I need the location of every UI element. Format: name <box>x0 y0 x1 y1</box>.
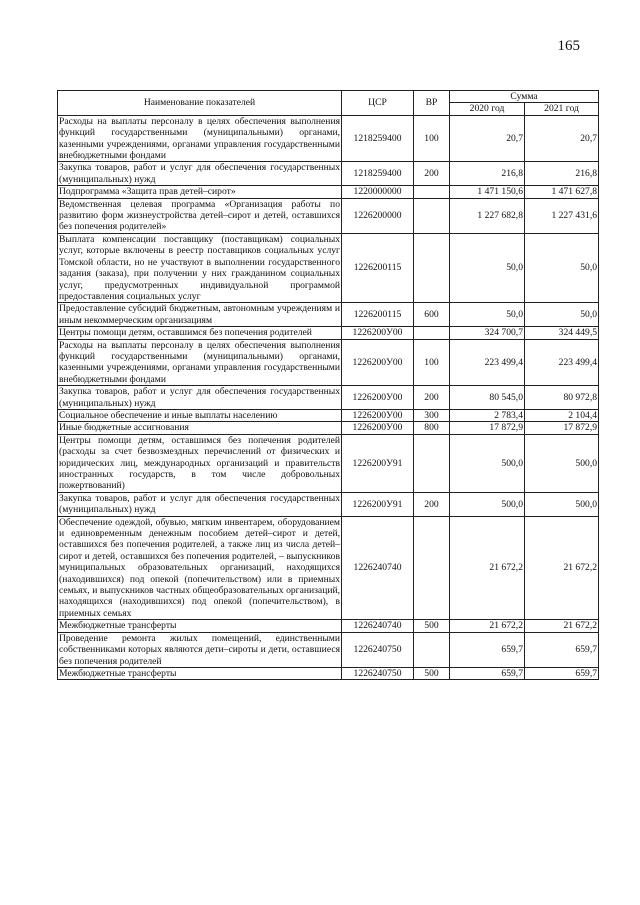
row-name: Центры помощи детям, оставшимся без попечения родителей (расходы за счет безвозмездных перечислений от физических и юридических лиц, международных организаций и правительств иностранных государств, в том числе добровольных пожертвований) <box>59 434 340 492</box>
row-vr: 300 <box>414 409 450 421</box>
budget-table <box>57 90 599 680</box>
table-row <box>58 434 599 492</box>
row-name: Закупка товаров, работ и услуг для обеспечения государственных (муниципальных) нужд <box>59 492 340 516</box>
row-sum-2020: 500,0 <box>450 492 525 516</box>
row-sum-2020: 216,8 <box>450 162 525 186</box>
row-csr: 1218259400 <box>342 115 414 162</box>
row-sum-2021: 50,0 <box>525 233 599 302</box>
header-year-2021: 2021 год <box>525 103 599 115</box>
row-name: Социальное обеспечение и иные выплаты населению <box>58 409 342 421</box>
row-name: Закупка товаров, работ и услуг для обеспечения государственных (муниципальных) нужд <box>59 386 340 409</box>
row-csr: 1226200У00 <box>342 327 414 339</box>
table-row <box>58 198 599 233</box>
row-csr: 1226240750 <box>342 632 414 667</box>
table-row <box>58 516 599 620</box>
row-sum-2021: 1 471 627,8 <box>525 186 599 198</box>
row-sum-2020: 21 672,2 <box>450 620 525 632</box>
row-vr: 500 <box>414 620 450 632</box>
table-row <box>58 492 599 516</box>
row-csr: 1226200У91 <box>342 492 414 516</box>
row-sum-2020: 659,7 <box>450 667 525 679</box>
row-csr: 1226200У00 <box>342 339 414 386</box>
row-sum-2021: 216,8 <box>525 162 599 186</box>
header-csr: ЦСР <box>342 91 414 116</box>
row-vr: 800 <box>414 422 450 434</box>
table-row <box>58 303 599 327</box>
row-vr: 200 <box>414 386 450 410</box>
row-name: Выплата компенсации поставщику (поставщикам) социальных услуг, которые включены в реестр поставщиков социальных услуг Томской области, но не участвуют в выполнении государственного задания (заказа), при получении у них гражданином социальных услуг, предусмотренных индивидуальной программой предоставления социальных услуг <box>59 233 340 302</box>
row-name: Расходы на выплаты персоналу в целях обеспечения выполнения функций государственными (муниципальными) органами, казенными учреждениями, органами управления государственными внебюджетными фондами <box>59 115 340 162</box>
row-sum-2020: 223 499,4 <box>450 339 525 386</box>
table-row <box>58 162 599 186</box>
row-vr: 100 <box>414 339 450 386</box>
row-sum-2020: 20,7 <box>450 115 525 162</box>
row-name: Проведение ремонта жилых помещений, единственными собственниками которых являются дети–сироты и дети, оставшиеся без попечения родителей <box>59 632 340 667</box>
row-vr: 500 <box>414 667 450 679</box>
row-name: Ведомственная целевая программа «Организация работы по развитию форм жизнеустройства детей–сирот и детей, оставшихся без попечения родителей» <box>59 198 340 233</box>
row-name: Предоставление субсидий бюджетным, автономным учреждениям и иным некоммерческим организациям <box>59 303 340 326</box>
row-name: Центры помощи детям, оставшимся без попечения родителей <box>58 327 342 339</box>
row-name: Подпрограмма «Защита прав детей–сирот» <box>58 186 342 198</box>
table-row <box>58 233 599 302</box>
table-row <box>58 409 599 421</box>
row-vr: 600 <box>414 303 450 327</box>
row-vr: 100 <box>414 115 450 162</box>
row-vr <box>414 434 450 492</box>
table-row <box>58 339 599 386</box>
row-sum-2021: 659,7 <box>525 667 599 679</box>
row-sum-2021: 21 672,2 <box>525 516 599 620</box>
header-year-2020: 2020 год <box>450 103 525 115</box>
header-sum: Сумма <box>450 91 599 103</box>
row-sum-2020: 1 471 150,6 <box>450 186 525 198</box>
row-csr: 1226200У00 <box>342 409 414 421</box>
row-sum-2020: 659,7 <box>450 632 525 667</box>
table-row <box>58 620 599 632</box>
row-vr <box>414 632 450 667</box>
row-vr <box>414 198 450 233</box>
row-sum-2020: 17 872,9 <box>450 422 525 434</box>
table-row <box>58 667 599 679</box>
row-csr: 1226200115 <box>342 303 414 327</box>
row-sum-2020: 324 700,7 <box>450 327 525 339</box>
row-csr: 1226200000 <box>342 198 414 233</box>
row-sum-2020: 50,0 <box>450 233 525 302</box>
row-name: Расходы на выплаты персоналу в целях обеспечения выполнения функций государственными (муниципальными) органами, казенными учреждениями, органами управления государственными внебюджетными фондами <box>59 339 340 385</box>
row-csr: 1218259400 <box>342 162 414 186</box>
row-csr: 1226200115 <box>342 233 414 302</box>
table-row <box>58 632 599 667</box>
page-number: 165 <box>557 38 580 54</box>
row-vr: 200 <box>414 162 450 186</box>
row-sum-2021: 20,7 <box>525 115 599 162</box>
row-csr: 1226240750 <box>342 667 414 679</box>
row-sum-2021: 17 872,9 <box>525 422 599 434</box>
row-vr <box>414 186 450 198</box>
row-sum-2021: 500,0 <box>525 434 599 492</box>
row-sum-2020: 500,0 <box>450 434 525 492</box>
row-vr <box>414 516 450 620</box>
row-sum-2020: 2 783,4 <box>450 409 525 421</box>
table-row <box>58 327 599 339</box>
row-sum-2020: 1 227 682,8 <box>450 198 525 233</box>
row-sum-2021: 223 499,4 <box>525 339 599 386</box>
row-csr: 1220000000 <box>342 186 414 198</box>
row-csr: 1226200У91 <box>342 434 414 492</box>
row-vr: 200 <box>414 492 450 516</box>
header-vr: ВР <box>414 91 450 116</box>
table-row <box>58 186 599 198</box>
row-csr: 1226240740 <box>342 620 414 632</box>
row-sum-2020: 21 672,2 <box>450 516 525 620</box>
row-name: Иные бюджетные ассигнования <box>58 422 342 434</box>
row-vr <box>414 327 450 339</box>
row-sum-2021: 659,7 <box>525 632 599 667</box>
row-name: Межбюджетные трансферты <box>58 667 342 679</box>
row-csr: 1226240740 <box>342 516 414 620</box>
table-row <box>58 386 599 410</box>
row-sum-2021: 1 227 431,6 <box>525 198 599 233</box>
row-csr: 1226200У00 <box>342 386 414 410</box>
row-vr <box>414 233 450 302</box>
row-sum-2021: 500,0 <box>525 492 599 516</box>
row-sum-2021: 80 972,8 <box>525 386 599 410</box>
row-sum-2020: 50,0 <box>450 303 525 327</box>
row-sum-2021: 2 104,4 <box>525 409 599 421</box>
row-sum-2021: 324 449,5 <box>525 327 599 339</box>
row-name: Межбюджетные трансферты <box>58 620 342 632</box>
row-name: Закупка товаров, работ и услуг для обеспечения государственных (муниципальных) нужд <box>59 162 340 185</box>
row-csr: 1226200У00 <box>342 422 414 434</box>
header-name: Наименование показателей <box>58 91 342 116</box>
row-name: Обеспечение одеждой, обувью, мягким инвентарем, оборудованием и единовременным денежным пособием детей–сирот и детей, оставшихся без попечения родителей, а также лиц из числа детей–сирот и детей, оставшихся без попечения родителей, – выпускников муниципальных образовательных организаций, находящихся (находившихся) под опекой (попечительством) или в приемных семьях, и выпускников частных общеобразовательных организаций, находящихся (находившихся) под опекой (попечительством), в приемных семьях <box>59 516 340 619</box>
row-sum-2021: 21 672,2 <box>525 620 599 632</box>
table-row <box>58 422 599 434</box>
row-sum-2021: 50,0 <box>525 303 599 327</box>
row-sum-2020: 80 545,0 <box>450 386 525 410</box>
table-body <box>58 115 599 680</box>
table-row <box>58 115 599 162</box>
